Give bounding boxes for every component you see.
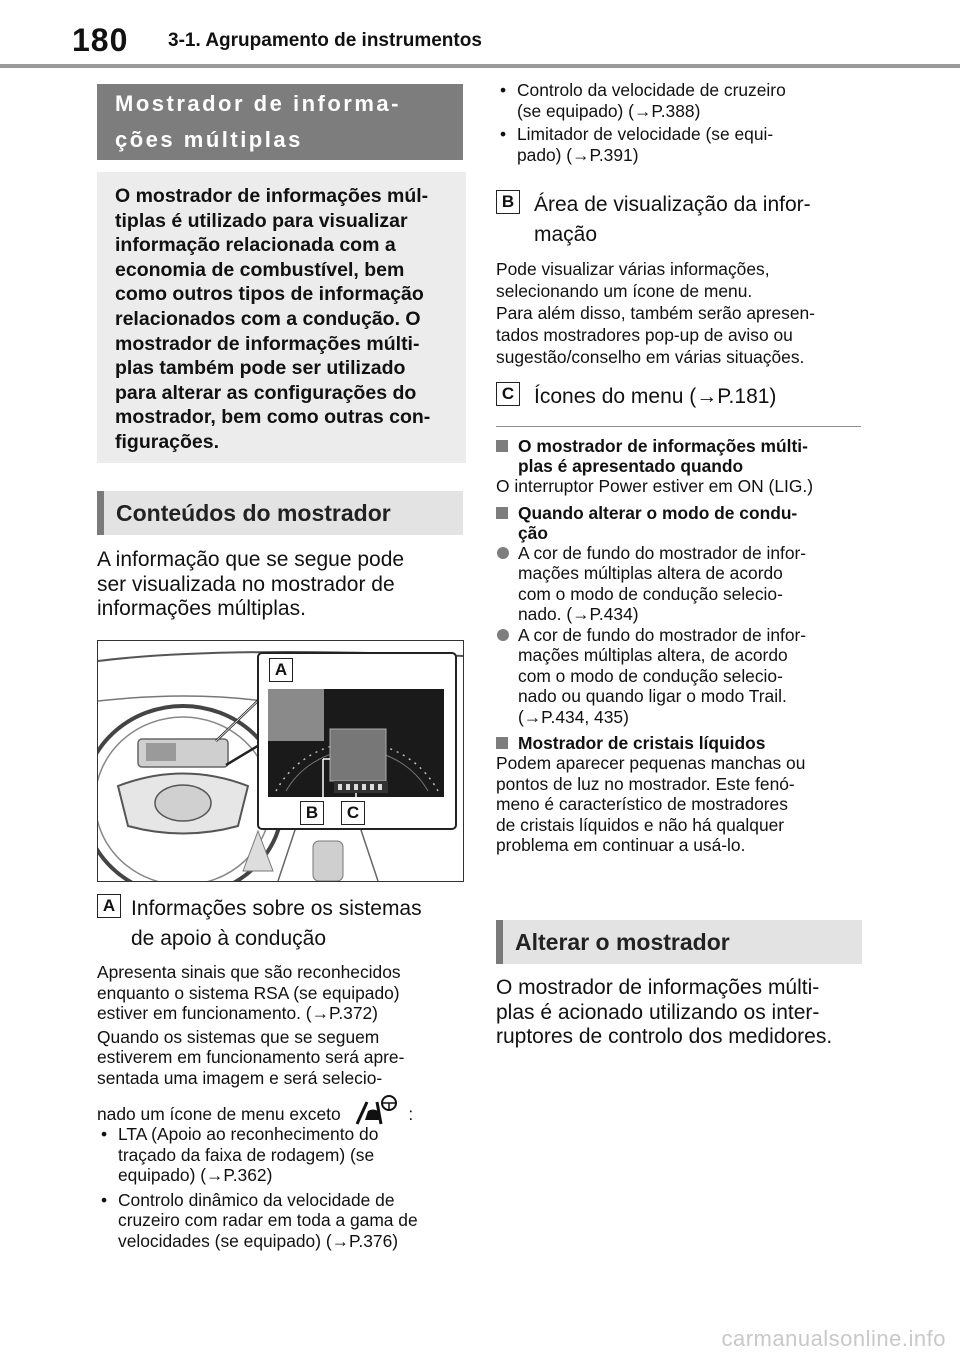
- note-body: O interruptor Power estiver em ON (LIG.): [496, 476, 813, 496]
- item-b-title-line: mação: [534, 223, 598, 246]
- item-a-icon-line-text: nado um ícone de menu exceto: [97, 1104, 341, 1125]
- notes-divider: [496, 426, 861, 427]
- item-a-line: estiver em funcionamento. (→P.372): [97, 1003, 378, 1023]
- list-item: A cor de fundo do mostrador de infor- mações múltiplas altera, de acordo com o modo de condução selecio- nado ou quando ligar o modo Trail. (→P.434, 435): [496, 625, 868, 728]
- item-b-title: [534, 190, 864, 250]
- right-bullets: [496, 80, 866, 165]
- lead-line: figurações.: [115, 430, 220, 453]
- lead-line: mostrador de informações múlti-: [115, 332, 420, 355]
- item-c-title: Ícones do menu (→P.181): [534, 385, 777, 408]
- item-a-title: [131, 894, 471, 954]
- list-item: • Limitador de velocidade (se equi- pado) (→P.391): [496, 124, 866, 165]
- instrument-cluster-figure: [97, 640, 464, 882]
- item-b-line: selecionando um ícone de menu.: [496, 281, 753, 301]
- page-number: 180: [72, 22, 129, 58]
- item-b-line: Pode visualizar várias informações,: [496, 259, 770, 279]
- section-title-multi-display: [97, 84, 463, 160]
- section-title-display-contents: Conteúdos do mostrador: [97, 491, 463, 535]
- notes-block: [496, 436, 868, 856]
- section-title-line-1: Mostrador de informa-: [115, 91, 401, 116]
- note-heading: Mostrador de cristais líquidos: [496, 733, 868, 753]
- item-a-line: estiverem em funcionamento será apre-: [97, 1047, 405, 1067]
- item-a-line: enquanto o sistema RSA (se equipado): [97, 982, 400, 1003]
- lead-line: tiplas é utilizado para visualizar: [115, 209, 408, 232]
- contents-intro: [97, 548, 467, 622]
- lead-paragraph-box: [97, 172, 466, 463]
- lead-line: para alterar as configurações do: [115, 381, 417, 404]
- header-rule: [0, 64, 960, 68]
- item-a-icon-line-colon: :: [408, 1104, 414, 1125]
- item-a-title-line: de apoio à condução: [131, 927, 326, 950]
- lead-line: como outros tipos de informação: [115, 283, 424, 306]
- figure-label-a: A: [269, 658, 293, 682]
- figure-label-b: B: [300, 801, 324, 825]
- item-b-body: [496, 258, 868, 368]
- item-b-line: sugestão/conselho em várias situações.: [496, 347, 805, 367]
- figure-label-c: C: [341, 801, 365, 825]
- item-a-icon-line: [97, 1094, 469, 1124]
- note-heading: O mostrador de informações múlti- plas é apresentado quando: [496, 436, 868, 476]
- watermark: carmanualsonline.info: [721, 1326, 946, 1351]
- intro-line: ser visualizada no mostrador de: [97, 572, 395, 596]
- item-b-line: tados mostradores pop-up de aviso ou: [496, 325, 793, 345]
- item-b-title-line: Área de visualização da infor-: [534, 193, 811, 216]
- lead-line: economia de combustível, bem: [115, 258, 405, 281]
- chapter-title: 3-1. Agrupamento de instrumentos: [168, 30, 482, 51]
- change-display-body: O mostrador de informações múlti- plas é acionado utilizando os inter- ruptores de controlo dos medidores.: [496, 976, 833, 1048]
- lead-line: informação relacionada com a: [115, 234, 396, 257]
- lead-line: plas também pode ser utilizado: [115, 357, 406, 380]
- intro-line: A informação que se segue pode: [97, 548, 405, 571]
- item-a-title-line: Informações sobre os sistemas: [131, 897, 422, 920]
- list-item: A cor de fundo do mostrador de infor- mações múltiplas altera de acordo com o modo de condução selecio- nado. (→P.434): [496, 543, 868, 625]
- item-a-body: [97, 962, 469, 1251]
- item-a-line: sentada uma imagem e será selecio-: [97, 1067, 383, 1088]
- lead-line: O mostrador de informações múl-: [115, 185, 429, 207]
- list-item: • LTA (Apoio ao reconhecimento do traçado da faixa de rodagem) (se equipado) (→P.362): [97, 1124, 469, 1186]
- item-a-bullets: [97, 1124, 469, 1251]
- item-b-letter: B: [496, 190, 520, 214]
- item-b-line: Para além disso, também serão apresen-: [496, 303, 815, 323]
- item-a-line: Apresenta sinais que são reconhecidos: [97, 962, 401, 982]
- lead-line: relacionados com a condução. O: [115, 307, 421, 330]
- item-c-letter: C: [496, 382, 520, 406]
- item-a-line: Quando os sistemas que se seguem: [97, 1026, 380, 1047]
- intro-line: informações múltiplas.: [97, 597, 306, 620]
- item-a-letter: A: [97, 894, 121, 918]
- lead-line: mostrador, bem como outras con-: [115, 406, 431, 429]
- note-heading: Quando alterar o modo de condu- ção: [496, 503, 868, 543]
- list-item: • Controlo dinâmico da velocidade de cruzeiro com radar em toda a gama de velocidades (se equipado) (→P.376): [97, 1190, 469, 1252]
- section-title-line-2: ções múltiplas: [115, 127, 303, 152]
- section-title-change-display: Alterar o mostrador: [496, 920, 862, 964]
- note-body: Podem aparecer pequenas manchas ou pontos de luz no mostrador. Este fenó- meno é característico de mostradores de cristais líquidos e não há qualquer problema em continuar a usá-lo.: [496, 753, 806, 855]
- list-item: • Controlo da velocidade de cruzeiro (se equipado) (→P.388): [496, 80, 866, 121]
